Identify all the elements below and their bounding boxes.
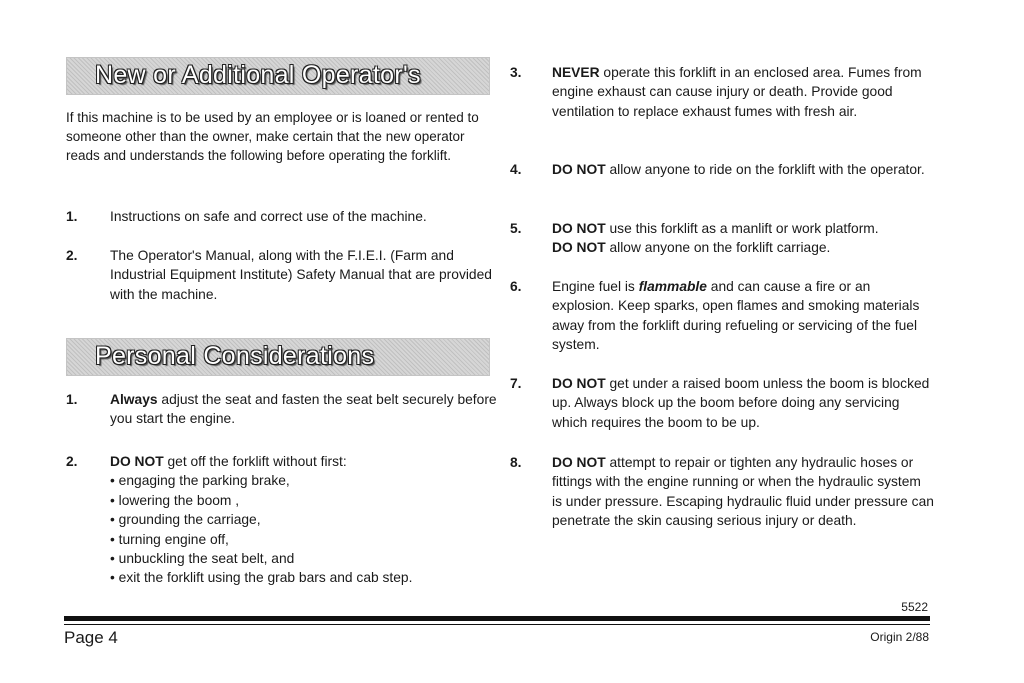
emphasis-do-not: DO NOT <box>552 240 606 256</box>
item-number: 2. <box>66 454 78 469</box>
section-title-personal: Personal Considerations <box>95 342 375 370</box>
item-text <box>552 219 934 258</box>
emphasis-always: Always <box>110 392 158 407</box>
item-body: allow anyone to ride on the forklift with the operator. <box>609 162 925 177</box>
item-lead-in: Engine fuel is <box>552 279 635 294</box>
item-number: 3. <box>510 65 522 80</box>
emphasis-do-not: DO NOT <box>552 162 606 177</box>
item-number: 7. <box>510 376 522 391</box>
emphasis-do-not: DO NOT <box>110 454 164 469</box>
item-number: 2. <box>66 248 78 263</box>
section-title-new-operators: New or Additional Operator's <box>95 61 421 89</box>
item-body: use this forklift as a manlift or work platform. <box>609 221 879 236</box>
item-number: 1. <box>66 209 78 224</box>
document-code: 5522 <box>901 600 928 614</box>
item-text: The Operator's Manual, along with the F.I.E.I. (Farm and Industrial Equipment Institute) Safety Manual that are provided with the machine. <box>110 248 492 302</box>
item-text <box>552 453 934 531</box>
emphasis-flammable: flammable <box>638 279 707 294</box>
item-body: allow anyone on the forklift carriage. <box>609 240 831 256</box>
emphasis-do-not: DO NOT <box>552 221 606 236</box>
item-body: get off the forklift without first: <box>167 454 347 469</box>
emphasis-do-not: DO NOT <box>552 376 606 391</box>
item-number: 6. <box>510 279 522 294</box>
bullet-item: • unbuckling the seat belt, and <box>110 549 498 568</box>
emphasis-do-not: DO NOT <box>552 455 606 470</box>
page-number: Page 4 <box>64 628 118 647</box>
item-number: 1. <box>66 392 78 407</box>
bullet-list <box>110 471 498 587</box>
item-text: Instructions on safe and correct use of the machine. <box>110 209 427 224</box>
bullet-item: • turning engine off, <box>110 530 498 549</box>
item-text <box>552 277 934 355</box>
emphasis-never: NEVER <box>552 65 600 80</box>
item-body: get under a raised boom unless the boom is blocked up. Always block up the boom before doing any servicing which requires the boom to be up. <box>552 376 930 430</box>
footer-rule-thin <box>64 624 930 625</box>
item-text <box>552 160 934 179</box>
item-text <box>552 63 934 121</box>
bullet-item: • lowering the boom , <box>110 491 498 510</box>
item-number: 5. <box>510 221 522 236</box>
item-body: and can cause a fire or an explosion. Keep sparks, open flames and smoking materials away from the forklift during refueling or servicing of the fuel system. <box>552 279 920 353</box>
origin-date: Origin 2/88 <box>870 630 929 644</box>
item-body: attempt to repair or tighten any hydraulic hoses or fittings with the engine running or when the hydraulic system is under pressure. Escaping hydraulic fluid under pressure can penetrate the skin causing serious injury or death. <box>552 455 934 529</box>
item-text <box>552 374 934 432</box>
section-banner-new-operators <box>66 57 490 95</box>
item-body: operate this forklift in an enclosed area. Fumes from engine exhaust can cause injury or death. Provide good ventilation to replace exhaust fumes with fresh air. <box>552 65 922 119</box>
bullet-item: • engaging the parking brake, <box>110 471 498 490</box>
item-number: 8. <box>510 455 522 470</box>
item-text <box>110 452 498 588</box>
intro-paragraph: If this machine is to be used by an employee or is loaned or rented to someone other than the owner, make certain that the new operator reads and understands the following before operating the forklift. <box>66 110 479 163</box>
item-text <box>110 390 498 429</box>
bullet-item: • exit the forklift using the grab bars and cab step. <box>110 568 498 587</box>
item-number: 4. <box>510 162 522 177</box>
footer-rule <box>64 616 930 621</box>
section-banner-personal <box>66 338 490 376</box>
item-body: adjust the seat and fasten the seat belt securely before you start the engine. <box>110 392 497 427</box>
bullet-item: • grounding the carriage, <box>110 510 498 529</box>
